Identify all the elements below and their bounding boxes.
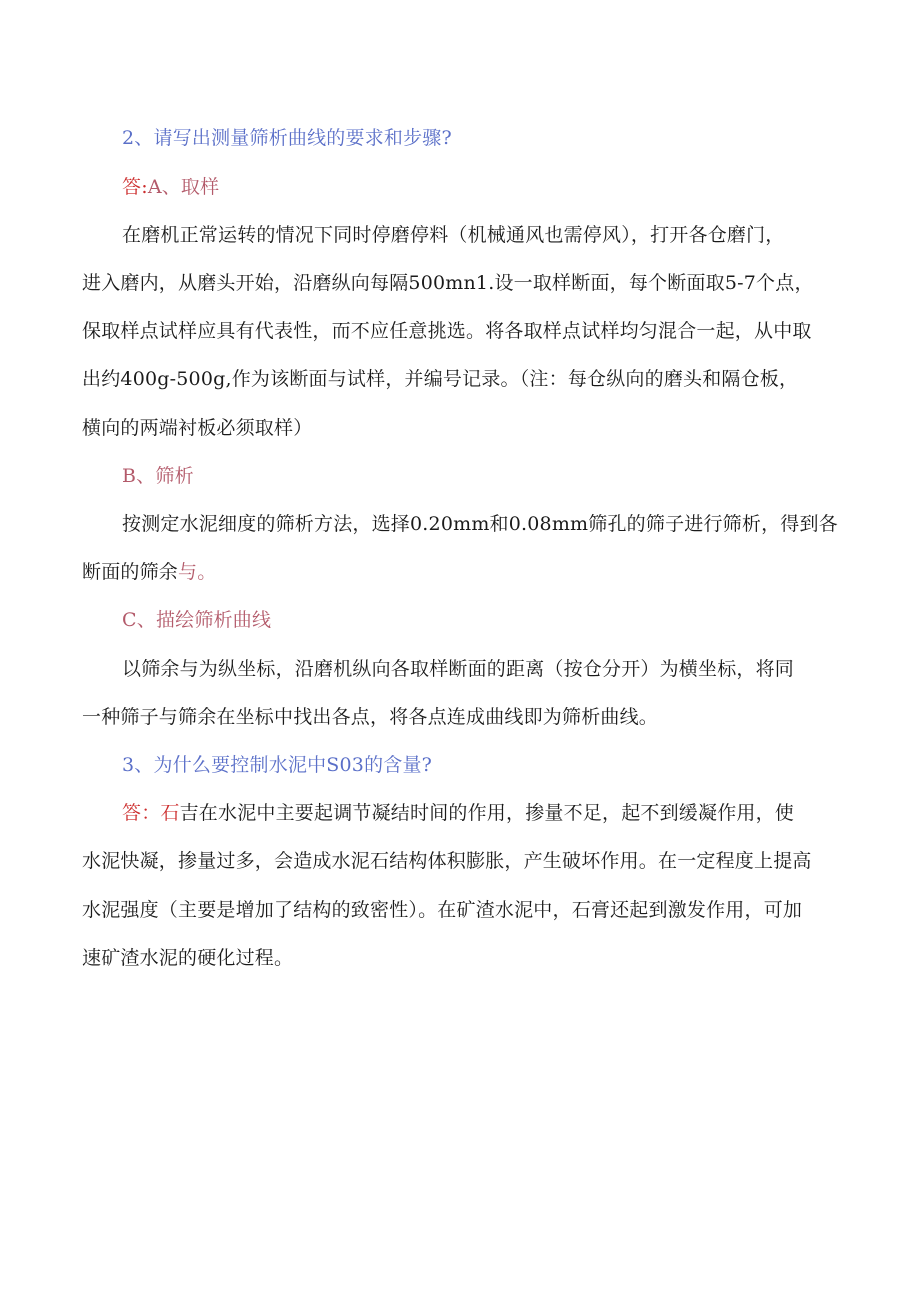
answer-label: 答:	[122, 176, 148, 198]
section-c-heading: C、描绘筛析曲线	[122, 609, 272, 631]
section-a-label: A、取样	[147, 176, 220, 198]
section-b-heading: B、筛析	[122, 465, 194, 487]
question-2-title: 2、请写出测量筛析曲线的要求和步骤?	[122, 127, 452, 149]
paragraph-a-line-2: 进入磨内，从磨头开始，沿磨纵向每隔500mn1.设一取样断面，每个断面取5-7个点，	[82, 272, 814, 294]
question-3-title: 3、为什么要控制水泥中S03的含量?	[122, 754, 433, 776]
answer-3-line-3: 水泥强度（主要是增加了结构的致密性）。在矿渣水泥中，石膏还起到激发作用，可加	[82, 899, 803, 921]
paragraph-a-line-4: 出约400g-500g,作为该断面与试样，并编号记录。（注：每仓纵向的磨头和隔仓板，	[82, 368, 799, 390]
paragraph-a-line-5: 横向的两端衬板必须取样）	[82, 417, 313, 439]
paragraph-b-line-2	[82, 558, 842, 586]
paragraph-b-line-2-text: 断面的筛余	[82, 561, 179, 583]
answer-2-section-a-heading	[122, 173, 882, 201]
answer-3-line-1	[122, 799, 882, 827]
answer-3-line-4: 速矿渣水泥的硬化过程。	[82, 947, 294, 969]
answer-3-line-2: 水泥快凝，掺量过多，会造成水泥石结构体积膨胀，产生破坏作用。在一定程度上提高	[82, 850, 812, 872]
paragraph-c-line-2: 一种筛子与筛余在坐标中找出各点，将各点连成曲线即为筛析曲线。	[82, 706, 659, 728]
answer-3-label: 答：石	[122, 802, 180, 824]
paragraph-a-line-3: 保取样点试样应具有代表性，而不应任意挑选。将各取样点试样均匀混合一起，从中取	[82, 320, 812, 342]
answer-3-line-1-text: 吉在水泥中主要起调节凝结时间的作用，掺量不足，起不到缓凝作用，使	[179, 802, 795, 824]
paragraph-a-line-1: 在磨机正常运转的情况下同时停磨停料（机械通风也需停风），打开各仓磨门，	[122, 224, 785, 246]
paragraph-b-line-1: 按测定水泥细度的筛析方法，选择0.20mm和0.08mm筛孔的筛子进行筛析，得到各	[122, 513, 838, 535]
paragraph-c-line-1: 以筛余与为纵坐标，沿磨机纵向各取样断面的距离（按仓分开）为横坐标，将同	[122, 658, 795, 680]
paragraph-b-line-2-tail: 与。	[178, 561, 217, 583]
